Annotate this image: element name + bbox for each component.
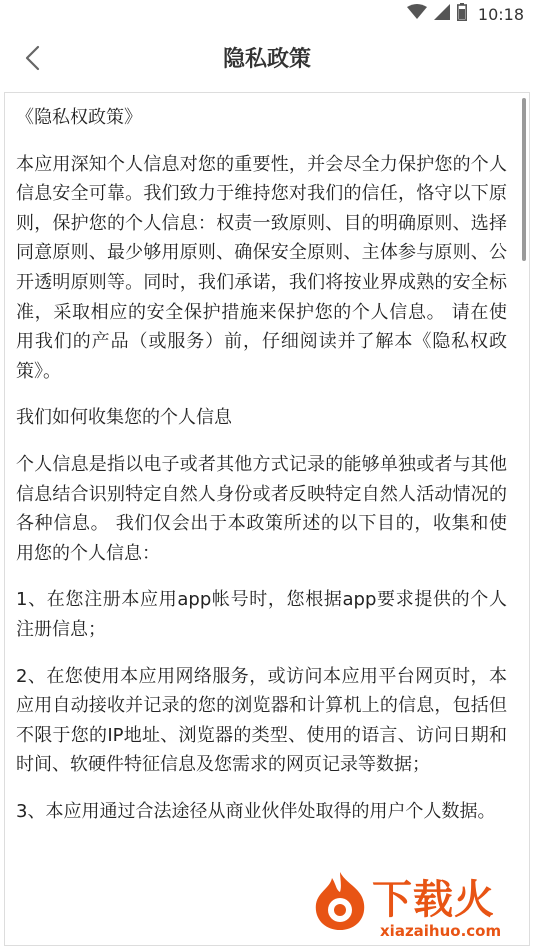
app-bar: [0, 28, 534, 92]
watermark-url: xiazaihuo.com: [380, 922, 502, 940]
policy-text: [5, 93, 529, 826]
cell-signal-icon: [434, 4, 450, 24]
policy-item-2: 2、在您使用本应用网络服务，或访问本应用平台网页时，本应用自动接收并记录的您的浏览器和计算机上的信息，包括但不限于您的IP地址、浏览器的类型、使用的语言、访问日期和时间、软硬件特征信息及您需求的网页记录等数据；: [16, 665, 507, 776]
policy-heading: 《隐私权政策》: [16, 107, 142, 128]
chevron-left-icon: [24, 45, 40, 75]
back-button[interactable]: [10, 38, 54, 82]
policy-paragraph-intro: 本应用深知个人信息对您的重要性，并会尽全力保护您的个人信息安全可靠。我们致力于维持您对我们的信任，恪守以下原则，保护您的个人信息：权责一致原则、目的明确原则、选择同意原则、最少够用原则、确保安全原则、主体参与原则、公开透明原则等。同时，我们承诺，我们将按业界成熟的安全标准，采取相应的安全保护措施来保护您的个人信息。 请在使用我们的产品（或服务）前，仔细阅读并了解本《隐私权政策》。: [16, 153, 507, 382]
battery-icon: [457, 3, 467, 25]
policy-content[interactable]: [4, 92, 530, 946]
scrollbar[interactable]: [522, 98, 526, 261]
policy-paragraph-definition: 个人信息是指以电子或者其他方式记录的能够单独或者与其他信息结合识别特定自然人身份或者反映特定自然人活动情况的各种信息。 我们仅会出于本政策所述的以下目的，收集和使用您的个人信息：: [16, 453, 507, 564]
policy-item-1: 1、在您注册本应用app帐号时，您根据app要求提供的个人注册信息；: [16, 589, 507, 640]
section-heading-collection: 我们如何收集您的个人信息: [16, 407, 232, 429]
policy-item-3: 3、本应用通过合法途径从商业伙伴处取得的用户个人数据。: [16, 800, 496, 822]
status-time: 10:18: [477, 4, 524, 24]
status-bar: [0, 0, 534, 28]
status-icons: [407, 4, 524, 24]
watermark-text: 下载火: [372, 877, 495, 923]
page-title: 隐私政策: [222, 47, 311, 72]
wifi-icon: [407, 4, 427, 24]
